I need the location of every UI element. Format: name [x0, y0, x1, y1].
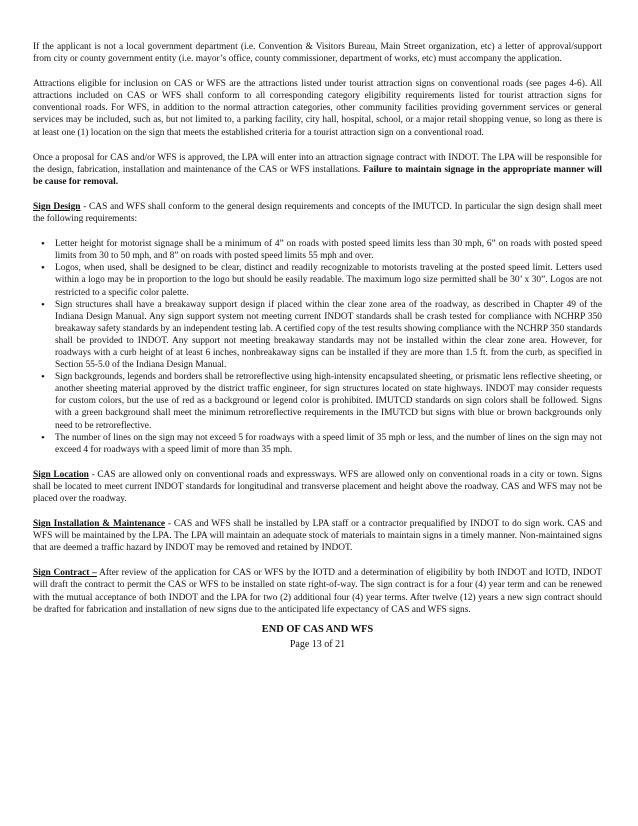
sign-design-requirements-list: [33, 238, 602, 456]
list-item: • Logos, when used, shall be designed to be clear, distinct and readily recognizable to motorists traveling at the posted speed limit. Letters used within a logo may be in proportion to the logo but should be easily readable. The maximum logo size permitted shall be 30’ x 30”. Logos are not restricted to a specific color palette.: [55, 262, 602, 298]
removal-warning: Failure to maintain signage in the appropriate manner will be cause for removal.: [33, 164, 603, 187]
sign-installation-text: - CAS and WFS shall be installed by LPA staff or a contractor prequalified by INDOT to do sign work. CAS and WFS will be maintained by the LPA. The LPA will maintain an adequate stock of materials to maintain signs in a timely manner. Non-maintained signs that are deemed a traffic hazard by INDOT may be removed and retained by INDOT.: [33, 519, 602, 554]
list-item: • Letter height for motorist signage shall be a minimum of 4” on roads with posted speed limits less than 30 mph, 6” on roads with posted speed limits from 30 to 50 mph, and 8” on roads with posted speed limits 55 mph and over.: [55, 238, 602, 262]
page-number: Page 13 of 21: [289, 638, 346, 650]
applicant-paragraph: If the applicant is not a local government department (i.e. Convention & Visitors Bureau, Main Street organization, etc) a letter of approval/support from city or county government entity (i.e. mayor’s office, county commissioner, department of works, etc) must accompany the application.: [33, 42, 602, 65]
sign-installation-heading: Sign Installation & Maintenance: [33, 519, 166, 530]
sign-location-text: - CAS are allowed only on conventional roads and expressways. WFS are allowed only on conventional roads in a city or town. Signs shall be located to meet current INDOT standards for longitudinal and transverse placement and height above the roadway. CAS and WFS may not be placed over the roadway.: [33, 469, 602, 504]
sign-contract-paragraph: [33, 567, 602, 615]
sign-location-paragraph: [33, 469, 602, 505]
attractions-paragraph: Attractions eligible for inclusion on CAS or WFS are the attractions listed under tourist attraction signs on conventional roads (see pages 4-6). All attractions included on CAS or WFS shall conform to all corresponding category eligibility requirements listed for tourist attraction signs for conventional roads. For WFS, in addition to the normal attraction categories, other community facilities providing government services or general services may be included, such as, but not limited to, a parking facility, city hall, hospital, school, or a major retail shopping venue, so long as there is at least one (1) location on the sign that meets the established criteria for a tourist attraction sign on a conventional road.: [33, 79, 602, 138]
sign-design-heading: Sign Design: [33, 201, 81, 212]
sign-contract-heading: Sign Contract –: [33, 568, 97, 579]
approval-text: Once a proposal for CAS and/or WFS is approved, the LPA will enter into an attraction signage contract with INDOT. The LPA will be responsible for the design, fabrication, installation and maintenance of the CAS or WFS installations.: [33, 152, 602, 175]
approval-paragraph: [33, 152, 602, 188]
list-item: • The number of lines on the sign may not exceed 5 for roadways with a speed limit of 35 mph or less, and the number of lines on the sign may not exceed 4 for roadways with a speed limit of more than 35 mph.: [55, 432, 602, 456]
list-item: • Sign backgrounds, legends and borders shall be retroreflective using high-intensity encapsulated sheeting, or prismatic lens reflective sheeting, or another sheeting material approved by the district traffic engineer, for sign structures located on state highways. INDOT may consider requests for custom colors, but the use of red as a background or legend color is prohibited. IMUTCD standards on sign colors shall be followed. Signs with a green background shall meet the minimum retroreflective requirements in the IMUTCD but signs with blue or brown backgrounds only need to be retroreflective.: [55, 371, 602, 431]
sign-contract-text: After review of the application for CAS or WFS by the IOTD and a determination of eligibility by both INDOT and IOTD, INDOT will draft the contract to permit the CAS or WFS to be installed on state right-of-way. The sign contract is for a four (4) year term and can be renewed with the mutual acceptance of both INDOT and the LPA for two (2) additional four (4) year terms. After twelve (12) years a new sign contract should be drafted for fabrication and installation of new signs due to the anticipated life expectancy of CAS and WFS signs.: [33, 568, 602, 615]
sign-design-paragraph: [33, 201, 602, 225]
sign-design-text: - CAS and WFS shall conform to the general design requirements and concepts of the IMUTCD. In particular the sign design shall meet the following requirements:: [33, 201, 603, 225]
sign-installation-paragraph: [33, 518, 602, 554]
list-item: • Sign structures shall have a breakaway support design if placed within the clear zone area of the roadway, as described in Chapter 49 of the Indiana Design Manual. Any sign support system not meeting current INDOT standards shall be crash tested for compliance with NCHRP 350 breakaway safety standards by an independent testing lab. A certified copy of the test results showing compliance with the NCHRP 350 standards shall be provided to INDOT. Any support not meeting breakaway standards may not be installed within the clear zone area. However, for roadways with a curb height of at least 6 inches, nonbreakaway signs can be installed if they are more than 1.5 ft. from the curb, as specified in Section 55-5.0 of the Indiana Design Manual.: [55, 299, 602, 372]
section-end-title: END OF CAS AND WFS: [261, 623, 374, 635]
sign-location-heading: Sign Location: [33, 469, 89, 480]
